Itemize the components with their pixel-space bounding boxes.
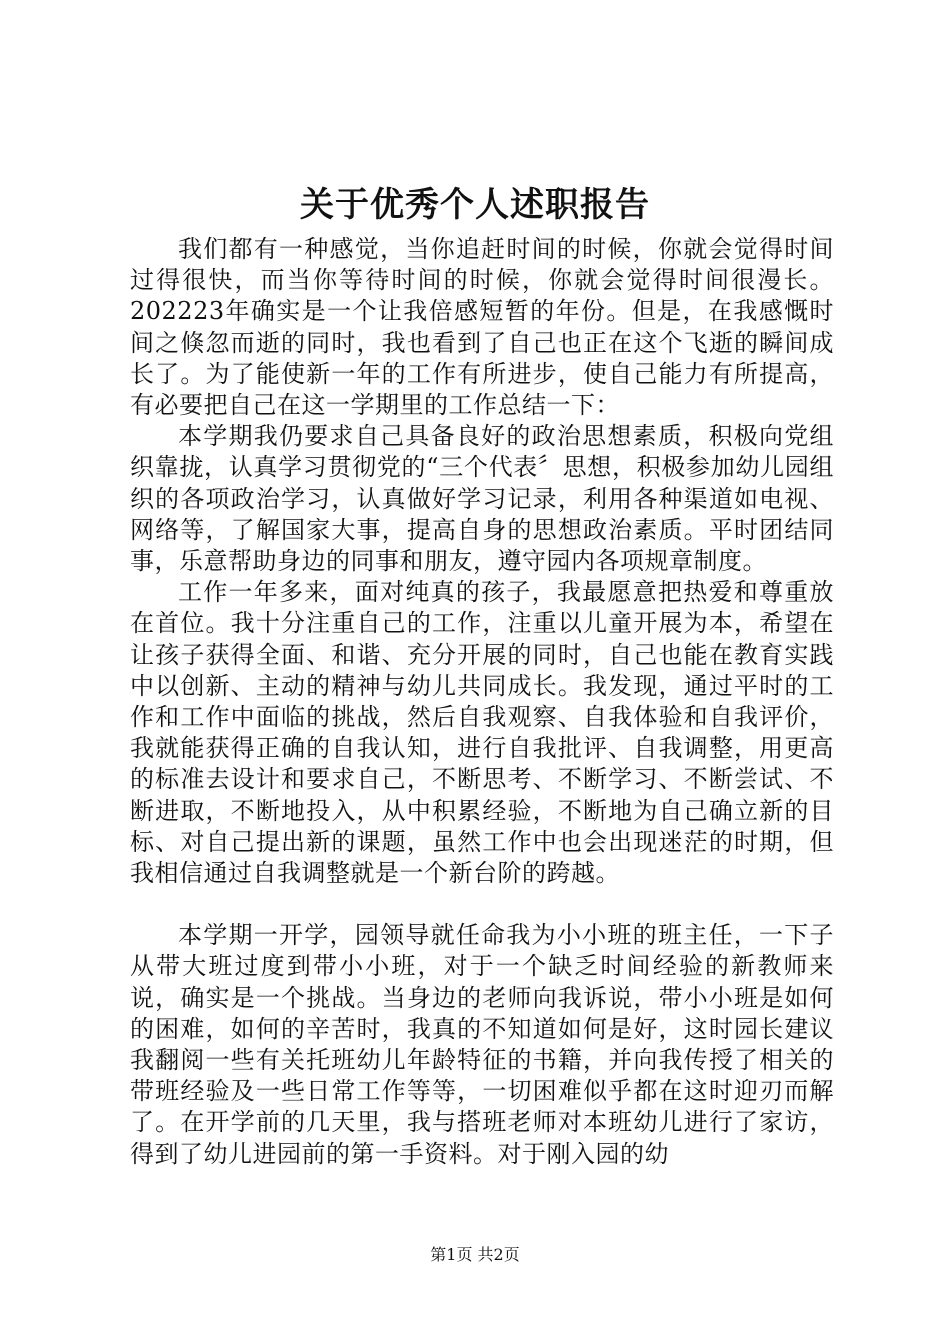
paragraph-spacer [130,889,834,920]
paragraph-class-teacher: 本学期一开学，园领导就任命我为小小班的班主任，一下子从带大班过度到带小小班，对于一个缺乏时间经验的新教师来说，确实是一个挑战。当身边的老师向我诉说，带小小班是如何的困难，如何的辛苦时，我真的不知道如何是好，这时园长建议我翻阅一些有关托班幼儿年龄特征的书籍，并向我传授了相关的带班经验及一些日常工作等等，一切困难似乎都在这时迎刃而解了。在开学前的几天里，我与搭班老师对本班幼儿进行了家访，得到了幼儿进园前的第一手资料。对于刚入园的幼 [130,921,834,1168]
document-title: 关于优秀个人述职报告 [300,185,650,225]
paragraph-work: 工作一年多来，面对纯真的孩子，我最愿意把热爱和尊重放在首位。我十分注重自己的工作，注重以儿童开展为本，希望在让孩子获得全面、和谐、充分开展的同时，自己也能在教育实践中以创新、主动的精神与幼儿共同成长。我发现，通过平时的工作和工作中面临的挑战，然后自我观察、自我体验和自我评价，我就能获得正确的自我认知，进行自我批评、自我调整，用更高的标准去设计和要求自己，不断思考、不断学习、不断尝试、不断进取，不断地投入，从中积累经验，不断地为自己确立新的目标、对自己提出新的课题，虽然工作中也会出现迷茫的时期，但我相信通过自我调整就是一个新台阶的跨越。 [130,578,834,888]
document-body [130,234,834,1170]
paragraph-political: 本学期我仍要求自己具备良好的政治思想素质，积极向党组织靠拢，认真学习贯彻党的“三个代表〞思想，积极参加幼儿园组织的各项政治学习，认真做好学习记录，利用各种渠道如电视、网络等，了解国家大事，提高自身的思想政治素质。平时团结同事，乐意帮助身边的同事和朋友，遵守园内各项规章制度。 [130,422,834,576]
page-footer: 第1页 共2页 [430,1245,520,1264]
paragraph-intro: 我们都有一种感觉，当你追赶时间的时候，你就会觉得时间过得很快，而当你等待时间的时候，你就会觉得时间很漫长。202223年确实是一个让我倍感短暂的年份。但是，在我感慨时间之倏忽而逝的同时，我也看到了自己也正在这个飞逝的瞬间成长了。为了能使新一年的工作有所进步，使自己能力有所提高，有必要把自己在这一学期里的工作总结一下： [130,235,834,420]
